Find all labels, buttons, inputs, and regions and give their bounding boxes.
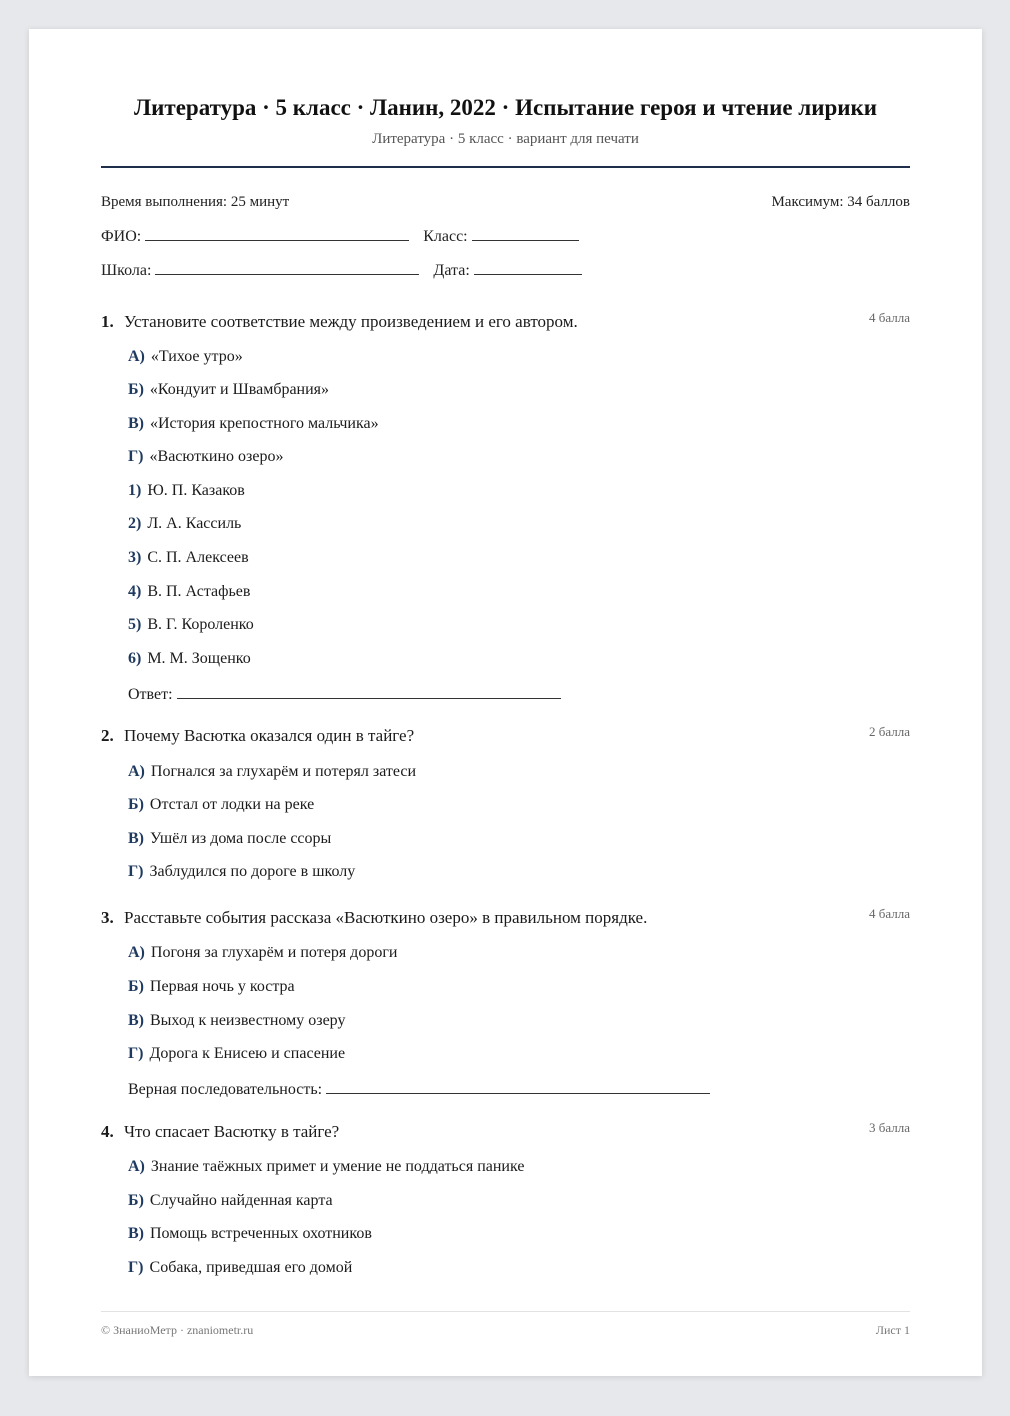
option-item	[128, 830, 331, 848]
question-text: Что спасает Васютку в тайге?	[124, 1122, 340, 1141]
option-text: Погоня за глухарём и потеря дороги	[150, 944, 398, 961]
school-label: Школа:	[101, 262, 152, 279]
option-text: Ушёл из дома после ссоры	[150, 830, 332, 847]
question-number: 2.	[101, 726, 114, 745]
option-letter: В)	[128, 830, 144, 847]
option-item	[128, 616, 254, 634]
question-points: 3 балла	[869, 1120, 910, 1135]
option-item	[128, 763, 416, 781]
option-letter: 1)	[128, 482, 142, 499]
option-text: Помощь встреченных охотников	[150, 1225, 372, 1242]
fio-field[interactable]	[145, 226, 409, 241]
option-text: «Кондуит и Швамбрания»	[149, 381, 330, 398]
option-letter: А)	[128, 944, 145, 961]
worksheet-page	[29, 29, 982, 1376]
option-letter: В)	[128, 1225, 144, 1242]
option-item	[128, 1012, 345, 1030]
option-text: Знание таёжных примет и умение не поддаться панике	[150, 1158, 525, 1175]
footer-copyright: © ЗнаниоМетр · znaniometr.ru	[101, 1323, 254, 1337]
option-text: В. Г. Короленко	[147, 616, 254, 633]
answer-field[interactable]	[177, 684, 561, 699]
option-letter: А)	[128, 1158, 145, 1175]
option-text: М. М. Зощенко	[147, 650, 251, 667]
footer-divider	[101, 1311, 910, 1312]
option-text: Отстал от лодки на реке	[149, 796, 315, 813]
question-text: Расставьте события рассказа «Васюткино озеро» в правильном порядке.	[124, 908, 648, 927]
class-label: Класс:	[423, 228, 468, 245]
option-item	[128, 1225, 372, 1243]
option-letter: Г)	[128, 448, 144, 465]
option-text: С. П. Алексеев	[147, 549, 249, 566]
option-letter: 3)	[128, 549, 142, 566]
option-item	[128, 863, 355, 881]
option-letter: Б)	[128, 796, 144, 813]
page-subtitle: Литература · 5 класс · вариант для печати	[372, 131, 639, 147]
question-text: Почему Васютка оказался один в тайге?	[124, 726, 415, 745]
option-item	[128, 415, 379, 433]
option-text: Ю. П. Казаков	[147, 482, 245, 499]
option-letter: Г)	[128, 863, 144, 880]
answer-row	[128, 684, 561, 704]
question-2	[101, 724, 910, 880]
option-letter: Б)	[128, 978, 144, 995]
question-number: 1.	[101, 312, 114, 331]
sequence-answer-field[interactable]	[326, 1079, 710, 1094]
footer-page-number: Лист 1	[875, 1323, 910, 1337]
option-item	[128, 1158, 524, 1176]
sequence-answer-label: Верная последовательность:	[128, 1081, 323, 1098]
max-score: Максимум: 34 баллов	[771, 194, 910, 210]
class-field[interactable]	[472, 226, 579, 241]
option-item	[128, 482, 245, 500]
option-letter: 6)	[128, 650, 142, 667]
option-text: «Васюткино озеро»	[149, 448, 284, 465]
school-info-row	[101, 260, 582, 280]
option-item	[128, 549, 249, 567]
option-text: «История крепостного мальчика»	[150, 415, 379, 432]
option-item	[128, 1045, 345, 1063]
sequence-answer-row	[128, 1079, 710, 1099]
question-number: 3.	[101, 908, 114, 927]
date-label: Дата:	[433, 262, 470, 279]
option-letter: Г)	[128, 1259, 144, 1276]
option-item	[128, 1192, 333, 1210]
option-text: «Тихое утро»	[150, 348, 243, 365]
option-letter: 4)	[128, 583, 142, 600]
option-text: В. П. Астафьев	[147, 583, 251, 600]
option-item	[128, 650, 251, 668]
option-letter: 5)	[128, 616, 142, 633]
question-points: 4 балла	[869, 906, 910, 921]
option-item	[128, 348, 243, 366]
page-title: Литература · 5 класс · Ланин, 2022 · Испытание героя и чтение лирики	[134, 95, 877, 120]
question-4	[101, 1120, 910, 1276]
option-text: Случайно найденная карта	[149, 1192, 333, 1209]
option-letter: А)	[128, 348, 145, 365]
option-letter: Б)	[128, 1192, 144, 1209]
option-text: Первая ночь у костра	[149, 978, 295, 995]
option-text: Л. А. Кассиль	[147, 515, 242, 532]
question-3	[101, 906, 910, 1098]
option-text: Выход к неизвестному озеру	[150, 1012, 346, 1029]
school-field[interactable]	[155, 260, 419, 275]
date-field[interactable]	[474, 260, 582, 275]
time-limit: Время выполнения: 25 минут	[101, 194, 290, 210]
option-letter: Б)	[128, 381, 144, 398]
student-info-row	[101, 226, 579, 246]
option-item	[128, 944, 397, 962]
question-number: 4.	[101, 1122, 114, 1141]
option-item	[128, 448, 283, 466]
option-letter: Г)	[128, 1045, 144, 1062]
question-text: Установите соответствие между произведением и его автором.	[124, 312, 578, 331]
question-points: 2 балла	[869, 724, 910, 739]
option-letter: А)	[128, 763, 145, 780]
option-item	[128, 381, 329, 399]
option-item	[128, 1259, 352, 1277]
option-item	[128, 515, 241, 533]
header-divider	[101, 166, 910, 168]
option-item	[128, 583, 250, 601]
option-item	[128, 978, 295, 996]
option-text: Заблудился по дороге в школу	[149, 863, 356, 880]
option-letter: 2)	[128, 515, 142, 532]
option-text: Погнался за глухарём и потерял затеси	[150, 763, 417, 780]
option-text: Дорога к Енисею и спасение	[149, 1045, 346, 1062]
option-letter: В)	[128, 1012, 144, 1029]
question-points: 4 балла	[869, 310, 910, 325]
answer-label: Ответ:	[128, 686, 173, 703]
option-text: Собака, приведшая его домой	[149, 1259, 353, 1276]
fio-label: ФИО:	[101, 228, 142, 245]
page-content	[101, 29, 910, 1376]
question-1	[101, 310, 910, 703]
option-item	[128, 796, 314, 814]
option-letter: В)	[128, 415, 144, 432]
